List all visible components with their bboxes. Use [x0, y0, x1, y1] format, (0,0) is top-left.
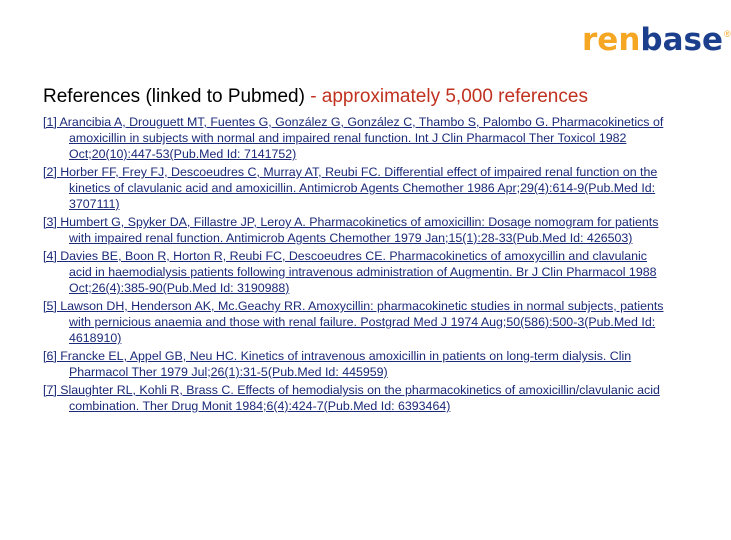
title-accent: - approximately 5,000 references — [310, 86, 588, 107]
logo-base-text: base — [640, 22, 723, 58]
logo-wordmark — [582, 20, 723, 60]
reference-link-1[interactable]: [1] Arancibia A, Drouguett MT, Fuentes G, González G, González C, Thambo S, Palombo G. Pharmacokinetics of amoxicillin in subjects with normal and impaired renal function. Int J Clin Pharmacol Ther Toxicol 1982 Oct;20(10):447-53(Pub.Med Id: 7141752) — [43, 115, 664, 161]
reference-link-6[interactable]: [6] Francke EL, Appel GB, Neu HC. Kinetics of intravenous amoxicillin in patients on long-term dialysis. Clin Pharmacol Ther 1979 Jul;26(1):31-5(Pub.Med Id: 445959) — [43, 349, 632, 379]
renbase-logo — [582, 20, 731, 60]
reference-link-3[interactable]: [3] Humbert G, Spyker DA, Fillastre JP, Leroy A. Pharmacokinetics of amoxicillin: Dosage nomogram for patients with impaired renal function. Antimicrob Agents Chemother 1979 Jan;15(1):28-33(Pub.Med Id: 426503) — [43, 215, 659, 245]
registered-mark: ® — [723, 29, 731, 39]
title-main: References (linked to Pubmed) — [43, 86, 311, 107]
page-title — [43, 84, 588, 110]
reference-link-4[interactable]: [4] Davies BE, Boon R, Horton R, Reubi FC, Descoeudres CE. Pharmacokinetics of amoxycillin and clavulanic acid in haemodialysis patients following intravenous administration of Augmentin. Br J Clin Pharmacol 1988 Oct;26(4):385-90(Pub.Med Id: 3190988) — [43, 249, 657, 295]
logo-ren-text: ren — [582, 22, 641, 58]
reference-list — [43, 114, 673, 416]
reference-link-7[interactable]: [7] Slaughter RL, Kohli R, Brass C. Effects of hemodialysis on the pharmacokinetics of amoxicillin/clavulanic acid combination. Ther Drug Monit 1984;6(4):424-7(Pub.Med Id: 6393464) — [43, 383, 660, 413]
reference-link-5[interactable]: [5] Lawson DH, Henderson AK, Mc.Geachy RR. Amoxycillin: pharmacokinetic studies in normal subjects, patients with pernicious anaemia and those with renal failure. Postgrad Med J 1974 Aug;50(586):500-3(Pub.Med Id: 4618910) — [43, 299, 664, 345]
reference-link-2[interactable]: [2] Horber FF, Frey FJ, Descoeudres C, Murray AT, Reubi FC. Differential effect of impaired renal function on the kinetics of clavulanic acid and amoxicillin. Antimicrob Agents Chemother 1986 Apr;29(4):614-9(Pub.Med Id: 3707111) — [43, 165, 658, 211]
